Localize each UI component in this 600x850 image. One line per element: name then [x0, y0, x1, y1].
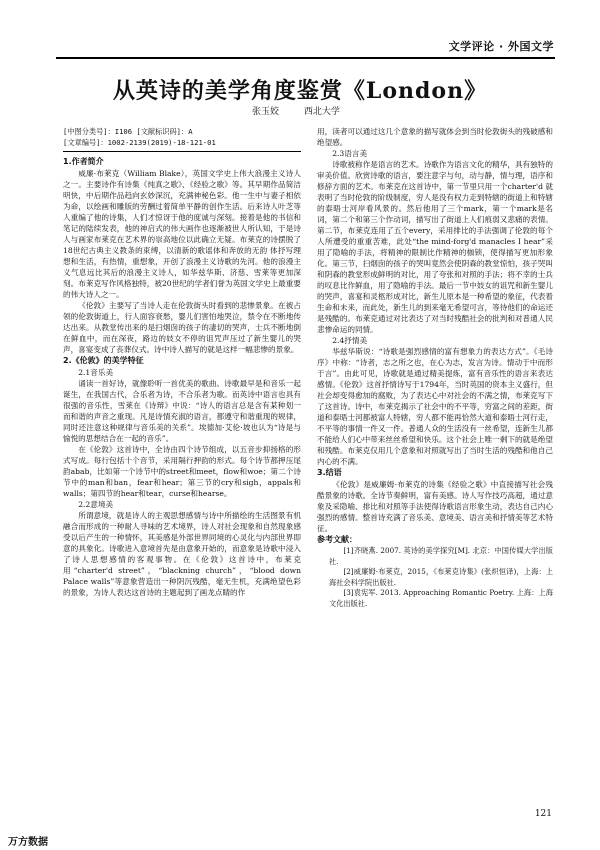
section-heading-conclusion: 3.结语 — [317, 468, 342, 477]
paragraph: 《伦敦》是威廉姆·布莱克的诗集《经验之歌》中直接描写社会残酷景象的诗歌。全诗节奏鲜明，富有美感。诗人写作技巧高超，通过意象及采隐喻、排比和对照等手法使得诗歌语言形象生动，表达自己内心强烈的感情。整首诗充满了音乐美、意境美、语言美和抒情美等艺术特征。 — [317, 480, 553, 533]
wanfang-logo: 万方数据 — [8, 837, 48, 848]
page-number: 121 — [534, 809, 552, 819]
reference-item: [3]袁宪军. 2013. Approaching Romantic Poetry. 上海：上海文化出版社. — [329, 588, 553, 608]
reference-item: [1]齐晓燕. 2007. 英诗的美学探究[M]. 北京：中国传媒大学出版社. — [329, 546, 553, 566]
author-name: 张玉姣 — [252, 107, 280, 117]
paragraph: 诗歌被称作是语言的艺术。诗歌作为语言文化的精华，具有独特的审美价值。欣赏诗歌的语言，要注意字与句，动与静，情与理，语序和修辞方面的艺术。布莱克在这首诗中，第一节里只用一个charter'd 就表明了当时伦敦的阶级制度，穷人是没有权力走到特辖的街道上和特辖的泰晤士河岸看风景的。然后他用了三个mark，第一个mark是名词，第二个和第三个作动词，描写出了街道上人们痕弱又悲痛的表情。 第二节，布莱克连用了五个every，采用排比的手法强调了伦敦的每个人所遭受的重重苦难，此处“the mind-forg'd manacles I hear”采用了隐喻的手法，将精神的限制比作精神的枷锁，使得描写更加形象化。第三节，扫烟囱的孩子的哭叫竟然会使阴森的教堂惊怕，孩子哭叫和阴森的教堂形成鲜明的对比，用了夸张和对照的手法；将不幸的士兵的叹息比作鲜血，用了隐喻的手法。最后一节中妓女的诅咒和新生婴儿的哭声，喜宴和灵柩形成对比，新生儿原本是一种希望的象征，代表着生命和未来，而此处，新生儿的到来毫无希望可言，等待他们的命运还是残酷的。布莱克通过对比表达了对当时残酷社会的批判和对普通人民悲惨命运的同情。 — [317, 160, 553, 334]
paragraph: 华兹华斯说：“诗歌是强烈感情的富有想象力的表达方式”。《毛诗序》中称：“诗者，志之所之也，在心为志，发言为诗。情动于中而形于言”。由此可见，诗歌就是通过精美提炼，富有音乐性的语言来表达感情。《伦敦》这首抒情诗写于1794年，当时英国的资本主义盛行，但社会却变得愈加的腐败，为了表达心中对社会的不满之情，布莱克写下了这首诗。诗中，布莱克揭示了社会中的不平等，穷富之间的差距，街道和泰晤士河都被富人特辖，穷人都不能再恰然大道和泰晤士河行走，不平等的事情一件又一件。普通人众的生活没有一丝希望，连新生儿都不能给人们心中带来丝丝希望和快乐。这个社会上唯一剩下的就是绝望和残酷。布莱克仅用几个意象和对照就写出了当时生活的残酷和他自己内心的不满。 — [317, 347, 553, 466]
subheading-emotion: 2.4抒情美 — [332, 336, 368, 345]
article-number-line: [文章编号]：1002-2139(2019)-18-121-01 — [63, 138, 216, 147]
section-heading-intro: 1.作者简介 — [63, 157, 104, 166]
paragraph: 在《伦敦》这首诗中，全诗由四个诗节组成，以五音步抑扬格的形式写成。每行包括十个音节，采用隔行押韵的形式。每个诗节都押压尾韵abab，比如第一个诗节中的street和meet，flow和woe；第二个诗节中的man和ban，fear和hear；第三节的cry和sigh，appals和walls；第四节的hear和tear，curse和hearse。 — [63, 445, 301, 498]
paragraph: 诵读一首好诗，就像聆听一首优美的歌曲。诗歌最早是和音乐一起诞生，在我国古代，合乐者为诗，不合乐者为歌。而英诗中语言也具有很强的音乐性，雪莱在《诗辩》中说：“诗人的语言总是含有某种划一而和谐的声音之重现。凡是诗情充淑的语言，都遵守和谐重现的规律，同时还注意这种规律与音乐美的关系”。埃德加·艾伦·坡也认为“诗是与愉悦的思想结合在一起的音乐”。 — [63, 379, 301, 443]
subheading-imagery: 2.2意境美 — [78, 500, 114, 509]
subheading-music: 2.1音乐美 — [78, 368, 114, 377]
left-column — [63, 126, 301, 598]
paragraph: 《伦敦》主要写了当诗人走在伦敦街头时看到的悲惨景象。在被占领的伦敦街道上，行人面容衰愁，婴儿们害怕地哭泣，禁令在不断地传达出来。从教堂传出来的是扫烟囱的孩子的凄切的哭声，士兵不断地倒在鲜血中，而在深夜，路边的妓女不停的诅咒声压过了新生婴儿的哭声，喜宴变成了丧葬仪式。诗中诗人描写的就是这样一幅悲惨的景象。 — [63, 301, 301, 354]
meta-divider — [63, 151, 301, 152]
journal-section-label: 文学评论 · 外国文学 — [448, 40, 554, 53]
references-heading: 参考文献： — [317, 535, 357, 544]
section-heading-beauty: 2.《伦敦》的美学特征 — [63, 356, 144, 365]
reference-item: [2]威廉姆·布莱克，2015，《布莱克诗集》(张炽恒译)，上海：上海社会科学院出版社. — [329, 567, 553, 587]
paragraph: 用，读者可以通过这几个意象的描写就体会到当时伦敦街头的残破感和绝望感。 — [317, 127, 553, 147]
classification-line: [中图分类号]：I106 [文献标识码]：A — [63, 127, 193, 136]
header-rule — [56, 57, 555, 59]
byline — [252, 104, 362, 117]
article-title: 从英诗的美学角度鉴赏《London》 — [112, 78, 488, 104]
subheading-language: 2.3语言美 — [332, 149, 368, 158]
author-affiliation: 西北大学 — [303, 107, 340, 117]
right-column — [317, 126, 553, 609]
paragraph: 威廉·布莱克（William Blake），英国文学史上伟大浪漫主义诗人之一。主要诗作有诗集《纯真之歌》、《经验之歌》等。其早期作品简洁明快，中后期作品趋向玄妙深沉，充满神秘色彩。他一生中与妻子相依为命，以绘画和雕版的劳酬过着简单平静的创作生活。后来诗人叶芝等人重编了他的诗集，人们才惊讶于他的度诚与深刻。接着是他的书信和笔记的陆续发表，他的神启式的伟大画作也逐渐被世人所认知，于是诗人与画家布莱克在艺术界的崇高地位以此确立无疑。布莱克的诗摆脱了18世纪古典主义教条的束缚，以清新的歌谣体和奔放的无韵 体抒写理想和生活，有热情，重想象，开创了浪漫主义诗歌的先河。他的浪漫主义气息远比其后的浪漫主义诗人，如华兹华斯、济慈、雪莱等更加深刻。布莱克写作风格独特，被20世纪的学者们誉为英国文学史上最重要的伟大诗人之一。 — [63, 169, 301, 299]
paragraph: 所谓意境，就是诗人的主观思想感情与诗中所描绘的生活图景有机融合而形成的一种耐人寻味的艺术境界，诗人对社会现象和自然现象感受以后产生的一种情怀，其美感是外部世界同境的心灵化与内部世界即意的具象化。诗歌进入意境首先是由意象开始的，而意象是诗歌中浸入了诗人思想感情的客观事物。在《伦敦》这首诗中，布莱克用“charter'd street”，“blackning church”，“blood down Palace walls”等意象营造出一种阴沉残酷，毫无生机，充满绝望色彩的景象，为诗人表达这首诗的主题起到了画龙点睛的作 — [63, 511, 301, 597]
